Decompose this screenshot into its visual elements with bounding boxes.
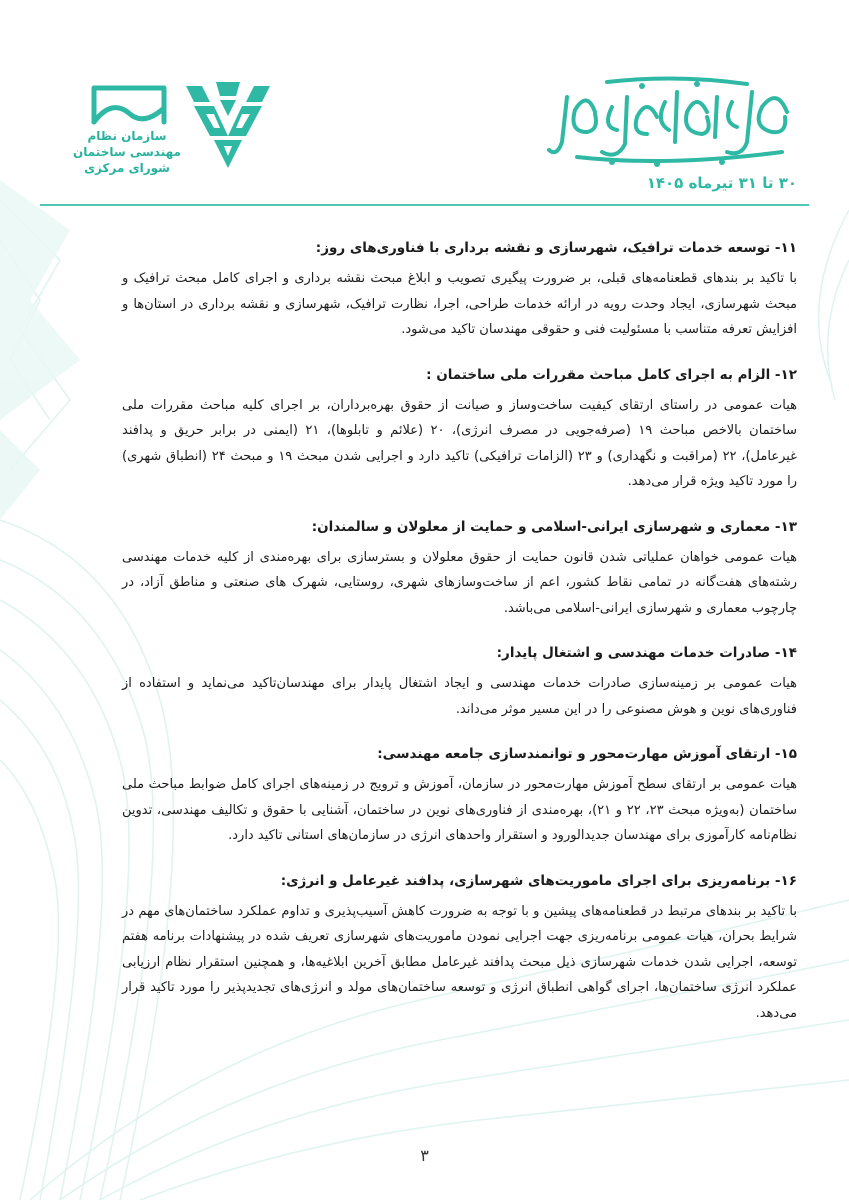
org-name-line2: شورای مرکزی — [84, 161, 170, 175]
section-heading: ۱۲- الزام به اجرای کامل مباحث مقررات ملی ساختمان : — [426, 366, 797, 383]
page-header — [0, 0, 849, 210]
event-date: ۳۰ تا ۳۱ تیرماه ۱۴۰۵ — [646, 174, 797, 192]
section-body: با تاکید بر بندهای قطعنامه‌های قبلی، بر ضرورت پیگیری تصویب و ابلاغ مبحث نقشه برداری و اجرای کامل مبحث ترافیک و مبحث شهرسازی، ایجاد وحدت رویه در ارائه خدمات طراحی، اجرا، نظارت ترافیک، شهرسازی و نقشه برداری در استان‌ها و افزایش تعرفه متناسب با مسئولیت فنی و حقوقی مهندسان تاکید می‌شود. — [122, 271, 797, 337]
resolution-content — [122, 236, 797, 1046]
section-body: هیات عمومی خواهان عملیاتی شدن قانون حمایت از حقوق معلولان و بسترسازی برای بهره‌مندی از کلیه خدمات مهندسی رشته‌های هفت‌گانه در تمامی نقاط کشور، اعم از ساخت‌وسازهای شهری، روستایی، شهرک های صنعتی و مناطق آزاد، در چارچوب معماری و شهرسازی ایرانی-اسلامی می‌باشد. — [122, 549, 797, 616]
resolution-item-11 — [122, 236, 797, 343]
section-body: هیات عمومی بر زمینه‌سازی صادرات خدمات مهندسی و ایجاد اشتغال پایدار برای مهندسان‌تاکید می‌نماید و استفاده از فناوری‌های نوین و هوش مصنوعی را در این مسیر موثر می‌داند. — [122, 676, 797, 717]
resolution-item-14 — [122, 641, 797, 722]
resolution-item-16 — [122, 869, 797, 1027]
emblem-logo — [180, 78, 276, 170]
org-name-line1: سازمان نظام مهندسی ساختمان — [73, 129, 181, 159]
resolution-item-12 — [122, 363, 797, 495]
section-heading: ۱۴- صادرات خدمات مهندسی و اشتغال پایدار: — [496, 645, 797, 661]
section-heading: ۱۶- برنامه‌ریزی برای اجرای ماموریت‌های شهرسازی، پدافند غیرعامل و انرژی: — [280, 872, 797, 889]
event-calligraphy-logo — [547, 72, 797, 172]
section-heading: ۱۵- ارتقای آموزش مهارت‌محور و توانمندسازی جامعه مهندسی: — [377, 746, 797, 762]
section-heading: ۱۳- معماری و شهرسازی ایرانی-اسلامی و حمایت از معلولان و سالمندان: — [311, 518, 797, 535]
resolution-item-13 — [122, 515, 797, 622]
resolution-item-15 — [122, 742, 797, 849]
header-divider — [40, 204, 809, 206]
section-heading: ۱۱- توسعه خدمات ترافیک، شهرسازی و نقشه برداری با فناوری‌های روز: — [315, 240, 797, 256]
page-number: ۳ — [420, 1146, 429, 1165]
section-body: هیات عمومی بر ارتقای سطح آموزش مهارت‌محور در سازمان، آموزش و ترویج در زمینه‌های اجرای کامل ضوابط مباحث ملی ساختمان (به‌ویژه مبحث ۲۳، ۲۲ و ۲۱)، بهره‌مندی از فناوری‌های نوین در ساختمان، آشنایی با حقوق و تکالیف مهندسی، تدوین نظام‌نامه کارآموزی برای مهندسان جدیدالورود و استقرار واحدهای انرژی در سازمان‌های استانی تاکید دارد. — [122, 777, 798, 843]
section-body: با تاکید بر بندهای مرتبط در قطعنامه‌های پیشین و با توجه به ضرورت کاهش آسیب‌پذیری و تداوم عملکرد ساختمان‌های مهم در شرایط بحران، هیات عمومی برنامه‌ریزی جهت اجرایی نمودن ماموریت‌های شهرسازی تعریف شده در پیشنهادات برنامه هفتم توسعه، اجرایی شدن خدمات شهرسازی ذیل مبحث پدافند غیرعامل مطابق آخرین ابلاغیه‌ها، و همچنین استقرار نظام ارزیابی عملکرد انرژی ساختمان‌ها، اجرای گواهی انطباق انرژی و توسعه ساختمان‌های مولد و انرژی‌های تجدیدپذیر را مورد تاکید قرار می‌دهد. — [122, 903, 797, 1021]
org-name — [62, 128, 192, 176]
section-body: هیات عمومی در راستای ارتقای کیفیت ساخت‌وساز و صیانت از حقوق بهره‌برداران، بر اجرای کلیه مباحث مقررات ملی ساختمان بالاخص مباحث ۱۹ (صرفه‌جویی در مصرف انرژی)، ۲۰ (علائم و تابلوها)، ۲۱ (ایمنی در برابر حریق و پدافند غیرعامل)، ۲۲ (مراقبت و نگهداری) و ۲۳ (الزامات ترافیکی) تاکید دارد و اجرایی شدن مبحث ۱۹ و مبحث ۲۴ (انطباق شهری) را مورد تاکید ویژه قرار می‌دهد. — [122, 397, 797, 489]
